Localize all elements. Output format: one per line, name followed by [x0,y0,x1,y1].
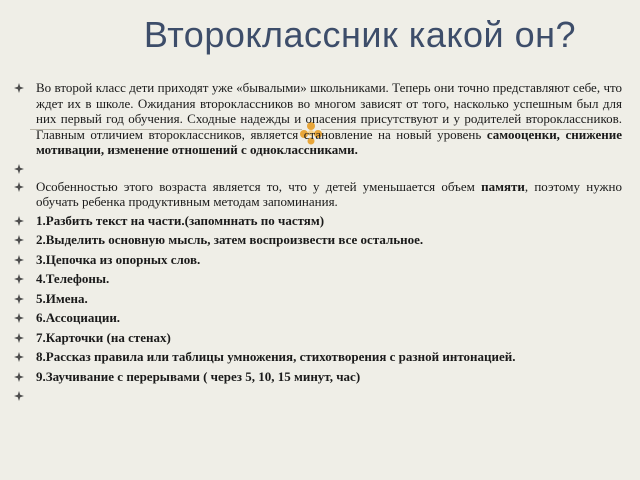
four-pointed-star-bullet-icon [14,274,24,284]
four-pointed-star-bullet-icon [14,352,24,362]
list-item-text: 3.Цепочка из опорных слов. [36,251,201,267]
list-item-text: 1.Разбить текст на части.(запомннать по частям) [36,212,325,228]
paragraph-1-bold: самооценки, снижение мотивации, изменение отношений с одноклассниками. [36,126,622,157]
list-item [10,291,622,307]
list-item-text: 2.Выделить основную мысль, затем воспроизвести все остальное. [36,232,424,247]
bullet-paragraph-1 [10,80,622,158]
four-pointed-star-bullet-icon [14,83,24,93]
list-item [10,271,622,287]
list-item-text: 4.Телефоны. [36,271,110,286]
four-pointed-star-bullet-icon [14,372,24,382]
list-item [10,330,622,346]
list-item-text: 9.Заучивание с перерывами ( через 5, 10, 15 минут, час) [36,368,361,384]
bullet-empty-2 [10,388,622,403]
four-pointed-star-bullet-icon [14,391,24,401]
slide-title: Второклассник какой он? [143,14,577,55]
list-item [10,252,622,268]
four-pointed-star-bullet-icon [14,333,24,343]
four-pointed-star-bullet-icon [14,255,24,265]
slide-content [10,80,622,406]
list-item [10,349,622,365]
list-item-text: 5.Имена. [36,290,88,306]
four-pointed-star-bullet-icon [14,216,24,226]
bullet-empty-1 [10,161,622,176]
list-item-text: 6.Ассоциации. [36,310,121,325]
list-item [10,369,622,385]
paragraph-1-text: Во второй класс дети приходят уже «бывалыми» школьниками. Теперь они точно представляют себе, что ждет их в школе. Ожидания второклассников во многом зависят от того, насколько успешным был для них первый год обучения. Сходные надежды и опасения присутствуют и у родителей второклассников. Главным отличием второклассников, является становление на новый уровень [36,80,622,142]
bullet-paragraph-2 [10,179,622,210]
list-item [10,213,622,229]
paragraph-2-text-before: Особенностью этого возраста является то, что у детей уменьшается объем [36,178,482,194]
list-item-text: 8.Рассказ правила или таблицы умножения, стихотворения с разной интонацией. [36,349,516,364]
four-pointed-star-bullet-icon [14,313,24,323]
four-pointed-star-bullet-icon [14,164,24,174]
list-item [10,310,622,326]
list-item-text: 7.Карточки (на стенах) [36,329,171,345]
paragraph-2-text-after: , поэтому нужно обучать ребенка продуктивным методам запоминания. [36,178,622,209]
list-item [10,232,622,248]
four-pointed-star-bullet-icon [14,294,24,304]
four-pointed-star-bullet-icon [14,182,24,192]
paragraph-2-bold: памяти [481,178,525,194]
four-pointed-star-bullet-icon [14,235,24,245]
